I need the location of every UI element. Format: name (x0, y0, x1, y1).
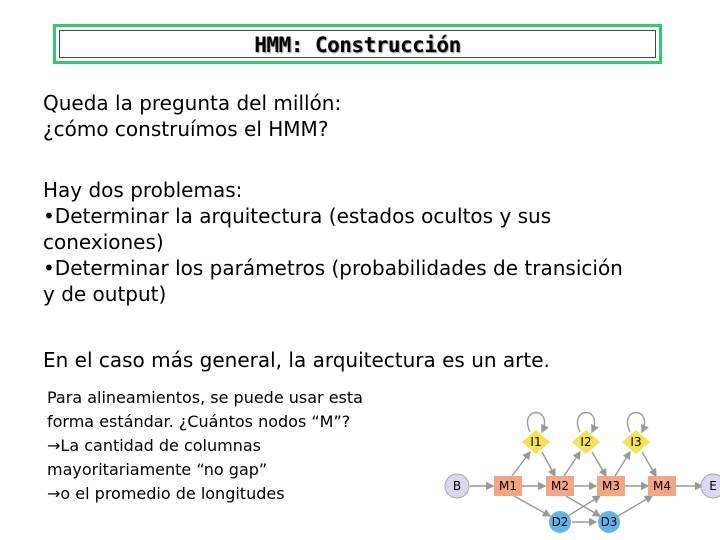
end-node (701, 474, 720, 498)
insert-node (572, 430, 600, 454)
alignment-line: Para alineamientos, se puede usar esta (47, 388, 363, 407)
intro-line: Queda la pregunta del millón: (43, 91, 342, 115)
match-label: M3 (602, 479, 620, 493)
begin-node (445, 474, 469, 498)
match-node (648, 476, 676, 496)
match-node (597, 476, 625, 496)
end-label: E (709, 479, 717, 493)
alignment-line: →o el promedio de longitudes (47, 484, 285, 503)
delete-node (549, 511, 571, 533)
match-label: M4 (653, 479, 671, 493)
intro-paragraph (43, 90, 341, 142)
alignment-paragraph (47, 386, 363, 506)
insert-label: I2 (580, 435, 592, 449)
intro-line: ¿cómo construímos el HMM? (43, 117, 329, 141)
alignment-line: forma estándar. ¿Cuántos nodos “M”? (47, 412, 351, 431)
begin-label: B (452, 479, 462, 493)
alignment-line: mayoritariamente “no gap” (47, 460, 268, 479)
match-node (494, 476, 522, 496)
general-line: En el caso más general, la arquitectura es un arte. (43, 348, 550, 372)
problems-paragraph (43, 177, 623, 307)
alignment-line: →La cantidad de columnas (47, 436, 261, 455)
problems-line: conexiones) (43, 230, 164, 254)
slide-title: HMM: Construcción (254, 33, 461, 57)
insert-node (622, 430, 650, 454)
delete-label: D2 (551, 515, 569, 529)
hmm-profile-diagram (440, 398, 720, 534)
problems-line: y de output) (43, 282, 167, 306)
match-node (546, 476, 574, 496)
insert-label: I3 (630, 435, 642, 449)
problems-line: •Determinar la arquitectura (estados ocultos y sus (43, 204, 552, 228)
problems-line: •Determinar los parámetros (probabilidades de transición (43, 256, 623, 280)
insert-label: I1 (530, 435, 542, 449)
match-label: M2 (551, 479, 569, 493)
delete-label: D3 (600, 515, 618, 529)
match-label: M1 (499, 479, 517, 493)
delete-node (598, 511, 620, 533)
general-paragraph (43, 347, 550, 373)
title-box (53, 24, 662, 64)
insert-node (522, 430, 550, 454)
problems-line: Hay dos problemas: (43, 178, 243, 202)
